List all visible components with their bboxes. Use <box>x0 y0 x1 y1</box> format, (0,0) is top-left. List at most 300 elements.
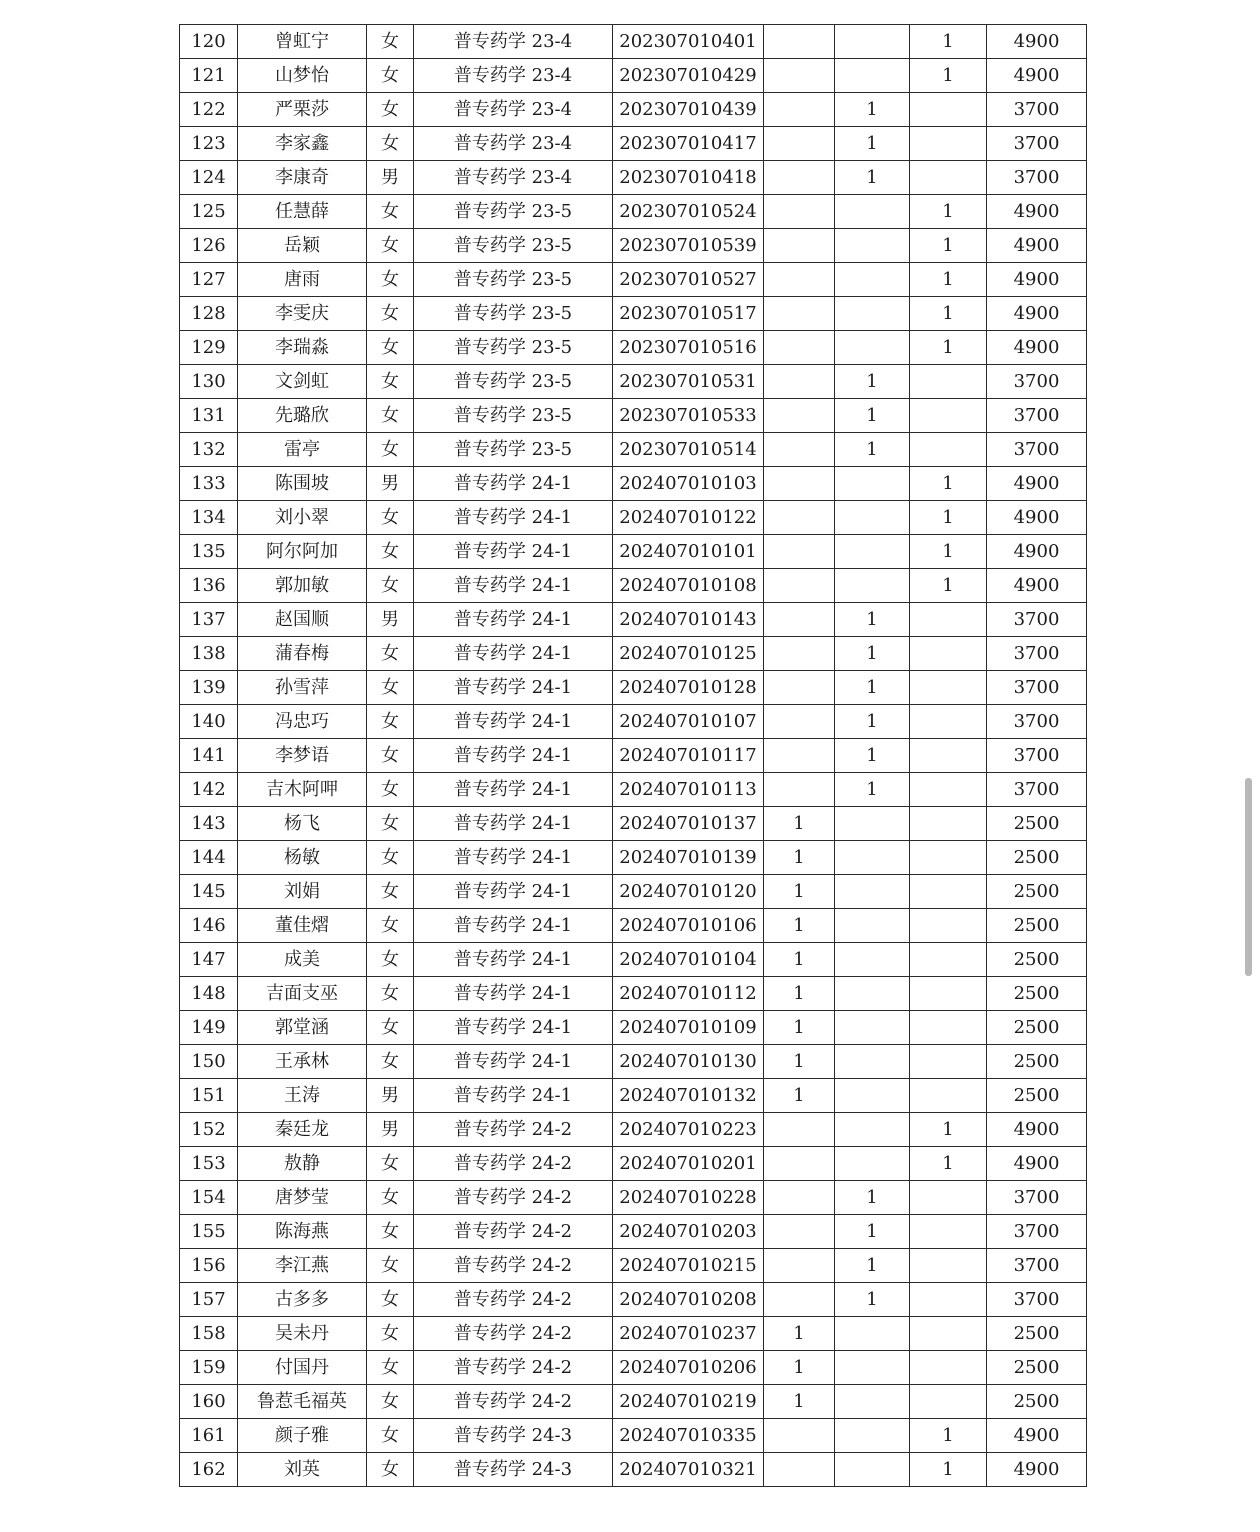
cell-tier-1 <box>764 195 835 229</box>
cell-tier-3 <box>910 977 987 1011</box>
cell-name: 刘小翠 <box>238 501 367 535</box>
cell-tier-1 <box>764 501 835 535</box>
cell-student-id: 202307010517 <box>613 297 764 331</box>
cell-name: 郭加敏 <box>238 569 367 603</box>
table-row <box>180 637 1087 671</box>
cell-tier-2: 1 <box>835 399 910 433</box>
cell-gender: 女 <box>367 127 414 161</box>
cell-tier-3 <box>910 875 987 909</box>
cell-amount: 2500 <box>987 1385 1087 1419</box>
cell-no: 134 <box>180 501 238 535</box>
cell-tier-1 <box>764 1419 835 1453</box>
cell-no: 127 <box>180 263 238 297</box>
table-row <box>180 127 1087 161</box>
cell-tier-3 <box>910 161 987 195</box>
cell-tier-1 <box>764 433 835 467</box>
cell-tier-2 <box>835 59 910 93</box>
cell-tier-2: 1 <box>835 1181 910 1215</box>
cell-no: 142 <box>180 773 238 807</box>
cell-student-id: 202307010539 <box>613 229 764 263</box>
cell-amount: 4900 <box>987 501 1087 535</box>
cell-tier-1: 1 <box>764 1011 835 1045</box>
cell-class: 普专药学 23-5 <box>414 399 613 433</box>
cell-gender: 男 <box>367 1113 414 1147</box>
cell-tier-2 <box>835 1419 910 1453</box>
cell-tier-1 <box>764 1453 835 1487</box>
cell-no: 148 <box>180 977 238 1011</box>
cell-tier-3: 1 <box>910 331 987 365</box>
cell-tier-2: 1 <box>835 739 910 773</box>
cell-class: 普专药学 24-1 <box>414 977 613 1011</box>
cell-tier-3: 1 <box>910 229 987 263</box>
cell-gender: 女 <box>367 637 414 671</box>
cell-name: 文剑虹 <box>238 365 367 399</box>
cell-class: 普专药学 24-3 <box>414 1453 613 1487</box>
cell-gender: 女 <box>367 943 414 977</box>
cell-gender: 男 <box>367 1079 414 1113</box>
cell-no: 131 <box>180 399 238 433</box>
cell-tier-3 <box>910 909 987 943</box>
cell-student-id: 202407010117 <box>613 739 764 773</box>
cell-name: 吉木阿呷 <box>238 773 367 807</box>
cell-amount: 4900 <box>987 569 1087 603</box>
cell-name: 唐雨 <box>238 263 367 297</box>
cell-tier-3: 1 <box>910 501 987 535</box>
cell-gender: 女 <box>367 1351 414 1385</box>
cell-tier-3 <box>910 1045 987 1079</box>
cell-student-id: 202307010516 <box>613 331 764 365</box>
cell-gender: 女 <box>367 501 414 535</box>
cell-name: 山梦怡 <box>238 59 367 93</box>
cell-student-id: 202407010125 <box>613 637 764 671</box>
cell-class: 普专药学 24-1 <box>414 807 613 841</box>
cell-tier-3 <box>910 773 987 807</box>
cell-tier-1: 1 <box>764 1351 835 1385</box>
cell-tier-1: 1 <box>764 943 835 977</box>
cell-tier-2: 1 <box>835 93 910 127</box>
cell-amount: 2500 <box>987 1351 1087 1385</box>
table-row <box>180 1317 1087 1351</box>
table-row <box>180 365 1087 399</box>
table-row <box>180 807 1087 841</box>
cell-class: 普专药学 24-2 <box>414 1215 613 1249</box>
cell-class: 普专药学 24-1 <box>414 467 613 501</box>
cell-tier-3 <box>910 93 987 127</box>
cell-amount: 3700 <box>987 399 1087 433</box>
cell-no: 161 <box>180 1419 238 1453</box>
cell-tier-2 <box>835 297 910 331</box>
cell-amount: 3700 <box>987 127 1087 161</box>
cell-tier-3 <box>910 1079 987 1113</box>
cell-no: 158 <box>180 1317 238 1351</box>
cell-class: 普专药学 24-1 <box>414 1011 613 1045</box>
table-row <box>180 1011 1087 1045</box>
cell-tier-2 <box>835 535 910 569</box>
table-row <box>180 331 1087 365</box>
cell-class: 普专药学 24-1 <box>414 909 613 943</box>
cell-class: 普专药学 23-5 <box>414 365 613 399</box>
cell-tier-3: 1 <box>910 297 987 331</box>
cell-amount: 3700 <box>987 773 1087 807</box>
cell-tier-1 <box>764 399 835 433</box>
cell-amount: 4900 <box>987 1453 1087 1487</box>
cell-tier-2 <box>835 229 910 263</box>
cell-tier-3: 1 <box>910 1419 987 1453</box>
cell-gender: 女 <box>367 1147 414 1181</box>
cell-name: 敖静 <box>238 1147 367 1181</box>
cell-class: 普专药学 24-2 <box>414 1181 613 1215</box>
cell-gender: 女 <box>367 1317 414 1351</box>
cell-amount: 3700 <box>987 93 1087 127</box>
cell-amount: 4900 <box>987 263 1087 297</box>
cell-tier-3 <box>910 1283 987 1317</box>
cell-tier-2: 1 <box>835 161 910 195</box>
cell-no: 136 <box>180 569 238 603</box>
cell-student-id: 202307010527 <box>613 263 764 297</box>
cell-no: 150 <box>180 1045 238 1079</box>
vertical-scrollbar[interactable] <box>1245 778 1252 976</box>
cell-class: 普专药学 24-1 <box>414 739 613 773</box>
cell-amount: 3700 <box>987 433 1087 467</box>
cell-gender: 女 <box>367 365 414 399</box>
cell-gender: 女 <box>367 229 414 263</box>
cell-tier-2 <box>835 1385 910 1419</box>
cell-class: 普专药学 24-1 <box>414 1045 613 1079</box>
table-row <box>180 1453 1087 1487</box>
table-row <box>180 1079 1087 1113</box>
table-row <box>180 535 1087 569</box>
table-row <box>180 1113 1087 1147</box>
cell-no: 160 <box>180 1385 238 1419</box>
table-row <box>180 1283 1087 1317</box>
cell-name: 孙雪萍 <box>238 671 367 705</box>
cell-name: 杨敏 <box>238 841 367 875</box>
cell-tier-2: 1 <box>835 603 910 637</box>
cell-tier-3: 1 <box>910 535 987 569</box>
cell-tier-3 <box>910 127 987 161</box>
cell-tier-1 <box>764 1283 835 1317</box>
cell-tier-2 <box>835 807 910 841</box>
cell-student-id: 202307010531 <box>613 365 764 399</box>
cell-no: 153 <box>180 1147 238 1181</box>
cell-class: 普专药学 24-1 <box>414 603 613 637</box>
table-row <box>180 1385 1087 1419</box>
cell-gender: 女 <box>367 841 414 875</box>
table-row <box>180 943 1087 977</box>
cell-tier-2 <box>835 909 910 943</box>
cell-student-id: 202407010104 <box>613 943 764 977</box>
cell-gender: 女 <box>367 1045 414 1079</box>
table-row <box>180 1419 1087 1453</box>
cell-tier-1: 1 <box>764 1385 835 1419</box>
table-row <box>180 399 1087 433</box>
cell-no: 147 <box>180 943 238 977</box>
cell-name: 李康奇 <box>238 161 367 195</box>
cell-amount: 2500 <box>987 1011 1087 1045</box>
cell-name: 李家鑫 <box>238 127 367 161</box>
cell-class: 普专药学 24-2 <box>414 1385 613 1419</box>
table-row <box>180 875 1087 909</box>
cell-name: 刘娟 <box>238 875 367 909</box>
cell-tier-1 <box>764 161 835 195</box>
cell-tier-1 <box>764 229 835 263</box>
table-row <box>180 569 1087 603</box>
cell-gender: 女 <box>367 297 414 331</box>
cell-class: 普专药学 24-2 <box>414 1317 613 1351</box>
cell-tier-1 <box>764 603 835 637</box>
table-row <box>180 297 1087 331</box>
cell-gender: 女 <box>367 195 414 229</box>
cell-student-id: 202407010208 <box>613 1283 764 1317</box>
cell-tier-3 <box>910 841 987 875</box>
cell-tier-2 <box>835 467 910 501</box>
cell-no: 132 <box>180 433 238 467</box>
cell-tier-3: 1 <box>910 25 987 59</box>
cell-student-id: 202307010533 <box>613 399 764 433</box>
cell-amount: 2500 <box>987 977 1087 1011</box>
cell-tier-2 <box>835 1351 910 1385</box>
cell-class: 普专药学 23-4 <box>414 25 613 59</box>
table-row <box>180 1147 1087 1181</box>
cell-amount: 2500 <box>987 1045 1087 1079</box>
cell-tier-3: 1 <box>910 1453 987 1487</box>
table-row <box>180 705 1087 739</box>
cell-name: 古多多 <box>238 1283 367 1317</box>
cell-tier-1 <box>764 739 835 773</box>
cell-tier-1 <box>764 331 835 365</box>
cell-no: 139 <box>180 671 238 705</box>
roster-table <box>179 24 1087 1487</box>
cell-no: 141 <box>180 739 238 773</box>
cell-no: 156 <box>180 1249 238 1283</box>
cell-name: 成美 <box>238 943 367 977</box>
cell-amount: 3700 <box>987 1249 1087 1283</box>
table-row <box>180 501 1087 535</box>
cell-tier-3 <box>910 739 987 773</box>
cell-tier-2: 1 <box>835 365 910 399</box>
cell-student-id: 202407010215 <box>613 1249 764 1283</box>
cell-class: 普专药学 24-2 <box>414 1351 613 1385</box>
cell-gender: 女 <box>367 739 414 773</box>
cell-student-id: 202407010103 <box>613 467 764 501</box>
cell-gender: 女 <box>367 25 414 59</box>
cell-no: 159 <box>180 1351 238 1385</box>
cell-student-id: 202407010137 <box>613 807 764 841</box>
cell-tier-1 <box>764 25 835 59</box>
cell-gender: 女 <box>367 59 414 93</box>
cell-tier-1 <box>764 1181 835 1215</box>
cell-tier-3 <box>910 433 987 467</box>
table-row <box>180 59 1087 93</box>
cell-class: 普专药学 24-2 <box>414 1283 613 1317</box>
cell-name: 陈海燕 <box>238 1215 367 1249</box>
cell-gender: 女 <box>367 807 414 841</box>
cell-name: 唐梦莹 <box>238 1181 367 1215</box>
table-row <box>180 909 1087 943</box>
cell-student-id: 202407010107 <box>613 705 764 739</box>
cell-name: 郭堂涵 <box>238 1011 367 1045</box>
cell-amount: 3700 <box>987 1181 1087 1215</box>
cell-gender: 女 <box>367 1453 414 1487</box>
cell-gender: 男 <box>367 161 414 195</box>
cell-tier-3: 1 <box>910 1147 987 1181</box>
cell-tier-1 <box>764 297 835 331</box>
cell-class: 普专药学 24-2 <box>414 1113 613 1147</box>
cell-student-id: 202407010108 <box>613 569 764 603</box>
cell-tier-3: 1 <box>910 195 987 229</box>
cell-student-id: 202407010201 <box>613 1147 764 1181</box>
cell-amount: 3700 <box>987 637 1087 671</box>
cell-tier-1 <box>764 1113 835 1147</box>
table-row <box>180 467 1087 501</box>
cell-amount: 4900 <box>987 1419 1087 1453</box>
cell-tier-3 <box>910 399 987 433</box>
cell-class: 普专药学 23-5 <box>414 229 613 263</box>
cell-tier-2 <box>835 841 910 875</box>
cell-student-id: 202407010106 <box>613 909 764 943</box>
cell-student-id: 202407010321 <box>613 1453 764 1487</box>
cell-class: 普专药学 24-1 <box>414 671 613 705</box>
cell-class: 普专药学 24-1 <box>414 841 613 875</box>
cell-class: 普专药学 24-1 <box>414 569 613 603</box>
cell-no: 128 <box>180 297 238 331</box>
cell-no: 162 <box>180 1453 238 1487</box>
table-row <box>180 1181 1087 1215</box>
cell-class: 普专药学 23-5 <box>414 195 613 229</box>
cell-gender: 女 <box>367 1249 414 1283</box>
cell-tier-1 <box>764 1147 835 1181</box>
cell-tier-2: 1 <box>835 1249 910 1283</box>
cell-amount: 2500 <box>987 1079 1087 1113</box>
cell-tier-3 <box>910 603 987 637</box>
cell-student-id: 202407010132 <box>613 1079 764 1113</box>
cell-student-id: 202307010417 <box>613 127 764 161</box>
cell-tier-2 <box>835 263 910 297</box>
roster-body <box>180 25 1087 1487</box>
cell-tier-3 <box>910 1215 987 1249</box>
cell-class: 普专药学 23-5 <box>414 263 613 297</box>
table-row <box>180 161 1087 195</box>
cell-amount: 4900 <box>987 59 1087 93</box>
cell-tier-1: 1 <box>764 807 835 841</box>
cell-name: 吉面支巫 <box>238 977 367 1011</box>
cell-amount: 4900 <box>987 1113 1087 1147</box>
cell-class: 普专药学 24-1 <box>414 773 613 807</box>
cell-tier-2 <box>835 501 910 535</box>
cell-tier-1 <box>764 773 835 807</box>
cell-name: 杨飞 <box>238 807 367 841</box>
table-row <box>180 25 1087 59</box>
cell-class: 普专药学 24-3 <box>414 1419 613 1453</box>
cell-no: 130 <box>180 365 238 399</box>
cell-no: 144 <box>180 841 238 875</box>
cell-gender: 男 <box>367 467 414 501</box>
cell-student-id: 202407010335 <box>613 1419 764 1453</box>
cell-tier-3 <box>910 1317 987 1351</box>
table-row <box>180 671 1087 705</box>
table-row <box>180 977 1087 1011</box>
table-row <box>180 1249 1087 1283</box>
cell-student-id: 202407010112 <box>613 977 764 1011</box>
cell-name: 冯忠巧 <box>238 705 367 739</box>
cell-tier-2 <box>835 1317 910 1351</box>
cell-no: 155 <box>180 1215 238 1249</box>
cell-no: 135 <box>180 535 238 569</box>
cell-tier-2: 1 <box>835 637 910 671</box>
cell-class: 普专药学 24-1 <box>414 705 613 739</box>
cell-gender: 女 <box>367 671 414 705</box>
cell-tier-2 <box>835 1045 910 1079</box>
cell-student-id: 202407010128 <box>613 671 764 705</box>
cell-name: 刘英 <box>238 1453 367 1487</box>
cell-no: 157 <box>180 1283 238 1317</box>
cell-no: 123 <box>180 127 238 161</box>
cell-class: 普专药学 23-5 <box>414 297 613 331</box>
cell-amount: 3700 <box>987 603 1087 637</box>
cell-amount: 2500 <box>987 909 1087 943</box>
cell-student-id: 202307010439 <box>613 93 764 127</box>
cell-gender: 女 <box>367 875 414 909</box>
cell-gender: 女 <box>367 569 414 603</box>
cell-no: 146 <box>180 909 238 943</box>
cell-gender: 女 <box>367 1419 414 1453</box>
cell-no: 137 <box>180 603 238 637</box>
cell-gender: 男 <box>367 603 414 637</box>
cell-tier-2 <box>835 195 910 229</box>
cell-tier-3 <box>910 807 987 841</box>
cell-tier-1 <box>764 263 835 297</box>
cell-tier-3 <box>910 1011 987 1045</box>
cell-no: 138 <box>180 637 238 671</box>
cell-name: 付国丹 <box>238 1351 367 1385</box>
cell-no: 129 <box>180 331 238 365</box>
cell-tier-1 <box>764 569 835 603</box>
cell-tier-2 <box>835 943 910 977</box>
cell-tier-1 <box>764 1249 835 1283</box>
table-row <box>180 433 1087 467</box>
cell-gender: 女 <box>367 773 414 807</box>
cell-no: 152 <box>180 1113 238 1147</box>
cell-class: 普专药学 23-4 <box>414 93 613 127</box>
cell-student-id: 202307010418 <box>613 161 764 195</box>
cell-student-id: 202407010219 <box>613 1385 764 1419</box>
cell-name: 曾虹宁 <box>238 25 367 59</box>
cell-name: 李江燕 <box>238 1249 367 1283</box>
cell-tier-1 <box>764 1215 835 1249</box>
cell-no: 125 <box>180 195 238 229</box>
cell-amount: 2500 <box>987 875 1087 909</box>
cell-no: 122 <box>180 93 238 127</box>
cell-name: 李梦语 <box>238 739 367 773</box>
table-row <box>180 603 1087 637</box>
cell-amount: 4900 <box>987 535 1087 569</box>
cell-tier-1 <box>764 127 835 161</box>
cell-student-id: 202307010429 <box>613 59 764 93</box>
cell-tier-2 <box>835 875 910 909</box>
cell-no: 120 <box>180 25 238 59</box>
cell-student-id: 202407010203 <box>613 1215 764 1249</box>
cell-amount: 4900 <box>987 229 1087 263</box>
cell-name: 阿尔阿加 <box>238 535 367 569</box>
cell-gender: 女 <box>367 93 414 127</box>
cell-tier-1: 1 <box>764 1317 835 1351</box>
cell-amount: 2500 <box>987 807 1087 841</box>
cell-student-id: 202407010143 <box>613 603 764 637</box>
table-row <box>180 1045 1087 1079</box>
cell-no: 126 <box>180 229 238 263</box>
cell-tier-1 <box>764 535 835 569</box>
table-row <box>180 1215 1087 1249</box>
